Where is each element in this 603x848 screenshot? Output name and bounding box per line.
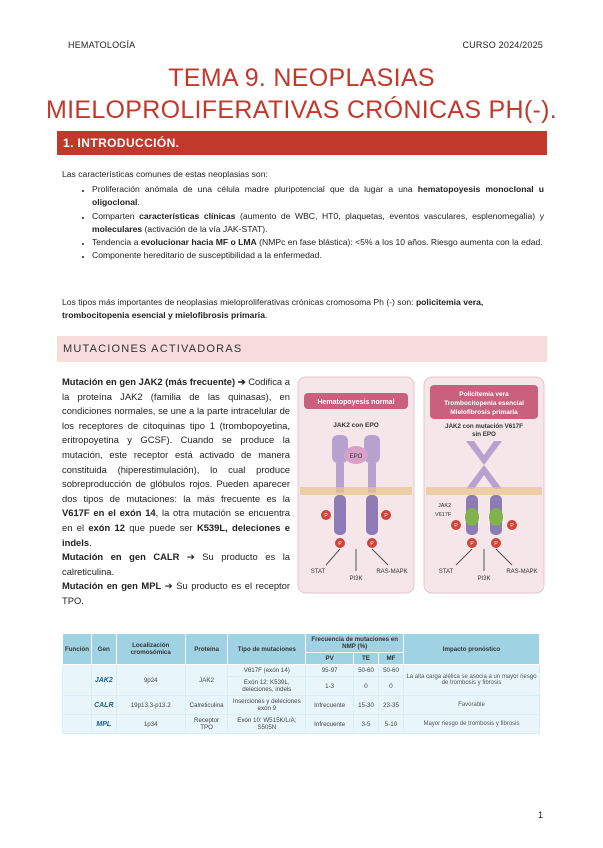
mutation-site xyxy=(465,508,479,526)
jak2-text: . xyxy=(89,536,92,548)
types-paragraph xyxy=(62,296,544,323)
cell-prot: JAK2 xyxy=(185,665,227,696)
cell-gen: JAK2 xyxy=(92,665,116,696)
mutation-site xyxy=(489,508,503,526)
normal-subtitle: JAK2 con EPO xyxy=(333,422,379,429)
features-list xyxy=(62,183,544,262)
calr-text: ➔ Su producto es la calreticulina. xyxy=(62,551,291,577)
feature-text: . xyxy=(137,197,140,208)
cell-gen: CALR xyxy=(92,696,116,715)
types-text: . xyxy=(264,310,268,321)
th-te: TE xyxy=(353,653,378,665)
p-label: P xyxy=(384,513,388,519)
jak2-heading: Mutación en gen JAK2 (más frecuente) ➔ xyxy=(62,376,246,387)
p-label: P xyxy=(494,541,498,547)
mutations-table-grid xyxy=(62,633,540,734)
cell-tipo: Exón 10: W515K/L/A; S505N xyxy=(228,715,306,734)
cell-prot: Receptor TPO xyxy=(185,715,227,734)
th-frecuencia: Frecuencia de mutaciones en NMP (%) xyxy=(306,634,404,653)
mutations-table xyxy=(62,633,540,746)
feature-bold: moleculares xyxy=(92,223,143,234)
normal-title: Hematopoyesis normal xyxy=(317,399,395,406)
th-pv: PV xyxy=(306,653,354,665)
jak2-bold: exón 12 xyxy=(88,521,125,533)
mutant-title-3: Mielofibrosis primaria xyxy=(450,409,518,416)
jak2-bold: K539L, deleciones e indels xyxy=(62,521,290,548)
cell-funcion xyxy=(63,715,92,734)
p-label: P xyxy=(370,541,374,547)
cell-impacto: La alta carga alélica se asocia a un mayor riesgo de trombosis y fibrosis xyxy=(404,665,540,696)
cell-impacto: Favorable xyxy=(404,696,540,715)
ras-label: RAS-MAPK xyxy=(506,569,538,575)
cell-pv: Infrecuente xyxy=(306,715,354,734)
page-number: 1 xyxy=(537,810,543,820)
feature-item xyxy=(92,183,544,209)
cell-mf: 23-35 xyxy=(378,696,403,715)
p-label: P xyxy=(338,541,342,547)
jak-shape xyxy=(366,495,378,535)
cell-loc: 1p34 xyxy=(116,715,185,734)
mpl-heading: Mutación en gen MPL xyxy=(62,580,162,592)
th-gen: Gen xyxy=(92,634,116,665)
section-heading-mutaciones: MUTACIONES ACTIVADORAS xyxy=(57,336,547,362)
types-bold: policitemia vera, trombocitopenia esencial y mielofibrosis primaria xyxy=(62,297,484,321)
cell-mf: 0 xyxy=(378,677,403,696)
jak2-text: , la otra mutación se encuentra en el xyxy=(62,507,291,533)
mutant-subtitle-2: sin EPO xyxy=(472,431,496,438)
cell-tipo: V617F (exón 14) xyxy=(228,665,306,677)
feature-bold: características clínicas xyxy=(139,210,236,221)
feature-text: Componente hereditario de susceptibilidad a la enfermedad. xyxy=(92,250,322,261)
cell-impacto: Mayor riesgo de trombosis y fibrosis xyxy=(404,715,540,734)
stat-label: STAT xyxy=(438,569,454,575)
jak2-bold: V617F en el exón 14 xyxy=(62,507,156,519)
jak2-paragraph xyxy=(62,375,290,550)
cell-tipo: Exón 12: K539L, deleciones, indels xyxy=(228,677,306,696)
mpl-text: ➔ Su producto es el receptor TPO. xyxy=(62,580,290,606)
mpl-paragraph xyxy=(62,579,290,608)
calr-paragraph xyxy=(62,550,290,579)
cell-loc: 9p24 xyxy=(116,665,185,696)
table-row xyxy=(63,696,540,715)
feature-item xyxy=(92,236,544,249)
feature-bold: evolucionar hacia MF o LMA xyxy=(140,237,257,248)
mutant-title-2: Trombocitopenia esencial xyxy=(444,400,524,407)
cell-loc: 19p13.3-p13.2 xyxy=(116,696,185,715)
cell-pv: 95-97 xyxy=(306,665,354,677)
types-text: Los tipos más importantes de neoplasias mieloproliferativas crónicas cromosoma Ph (-) son: xyxy=(62,297,416,307)
th-proteina: Proteína xyxy=(185,634,227,665)
cell-prot: Calreticulina xyxy=(185,696,227,715)
th-tipo: Tipo de mutaciones xyxy=(228,634,306,665)
mutant-subtitle-1: JAK2 con mutación V617F xyxy=(445,423,523,430)
jak2-signaling-figure xyxy=(296,375,546,597)
th-mf: MF xyxy=(378,653,403,665)
jak2-diagram xyxy=(296,375,546,597)
jak2-label: JAK2 xyxy=(438,503,452,509)
feature-item xyxy=(92,249,544,262)
cell-pv: Infrecuente xyxy=(306,696,354,715)
mutant-title-1: Policitemia vera xyxy=(459,391,509,398)
intro-block xyxy=(62,168,544,262)
cell-te: 15-30 xyxy=(353,696,378,715)
calr-heading: Mutación en gen CALR xyxy=(62,551,180,563)
jak-shape xyxy=(334,495,346,535)
cell-funcion xyxy=(63,696,92,715)
table-header-row xyxy=(63,634,540,653)
p-label: P xyxy=(454,523,458,529)
ras-label: RAS-MAPK xyxy=(376,569,408,575)
mutations-text xyxy=(62,375,290,609)
p-label: P xyxy=(470,541,474,547)
feature-text: (NMPc en fase blástica): <5% a los 10 años. Riesgo aumenta con la edad. xyxy=(256,237,543,248)
section-heading-introduccion: 1. INTRODUCCIÓN. xyxy=(57,131,547,155)
feature-text: Comparten xyxy=(92,210,140,221)
cell-mf: 5-10 xyxy=(378,715,403,734)
cell-mf: 50-60 xyxy=(378,665,403,677)
jak2-text: Codifica a la proteína JAK2 (familia de las quinasas), en condiciones normales, se une a la parte intracelular de los receptores de citoquinas tipo 1 (trombopoyetina, eritropoyetina y GCSF). Cuando se produce la mutación, este receptor está activado de manera constituida (hiperestimulación), lo cual produce sobreproducción de glóbulos rojos. Pueden aparecer dos tipos de mutaciones: la más frecuente es la xyxy=(62,376,290,504)
v617f-label: V617F xyxy=(435,512,452,518)
cell-te: 50-60 xyxy=(353,665,378,677)
header-subject: HEMATOLOGÍA xyxy=(68,40,136,50)
p-label: P xyxy=(324,513,328,519)
cell-te: 0 xyxy=(353,677,378,696)
cell-funcion xyxy=(63,665,92,696)
feature-text: Proliferación anómala de una célula madre pluripotencial que da lugar a una xyxy=(92,184,418,195)
feature-bold: hematopoyesis monoclonal u oligoclonal xyxy=(92,184,545,208)
feature-text: (activación de la vía JAK-STAT). xyxy=(142,223,268,234)
jak2-text: que puede ser xyxy=(124,521,197,533)
cell-tipo: Inserciones y deleciones exón 9 xyxy=(228,696,306,715)
header-course: CURSO 2024/2025 xyxy=(462,40,543,50)
cell-te: 3-5 xyxy=(353,715,378,734)
th-funcion: Función xyxy=(63,634,92,665)
pi3k-label: PI3K xyxy=(477,576,491,582)
title-line-2: MIELOPROLIFERATIVAS CRÓNICAS PH(-). xyxy=(45,96,558,124)
cell-pv: 1-3 xyxy=(306,677,354,696)
pi3k-label: PI3K xyxy=(349,576,363,582)
cell-membrane xyxy=(300,487,412,495)
cell-membrane xyxy=(426,487,542,495)
th-localizacion: Localización cromosómica xyxy=(116,634,185,665)
feature-text: (aumento de WBC, HT0, plaquetas, eventos vasculares, esplenomegalia) y xyxy=(235,210,544,221)
p-label: P xyxy=(510,523,514,529)
stat-label: STAT xyxy=(310,569,326,575)
table-row xyxy=(63,665,540,677)
cell-gen: MPL xyxy=(92,715,116,734)
th-impacto: Impacto pronóstico xyxy=(404,634,540,665)
feature-item xyxy=(92,210,544,236)
intro-lead: Las características comunes de estas neoplasias son: xyxy=(62,169,268,179)
table-row xyxy=(63,715,540,734)
title-line-1: TEMA 9. NEOPLASIAS xyxy=(168,64,435,92)
page-title xyxy=(40,62,563,126)
feature-text: Tendencia a xyxy=(92,237,141,248)
epo-label: EPO xyxy=(349,454,363,460)
